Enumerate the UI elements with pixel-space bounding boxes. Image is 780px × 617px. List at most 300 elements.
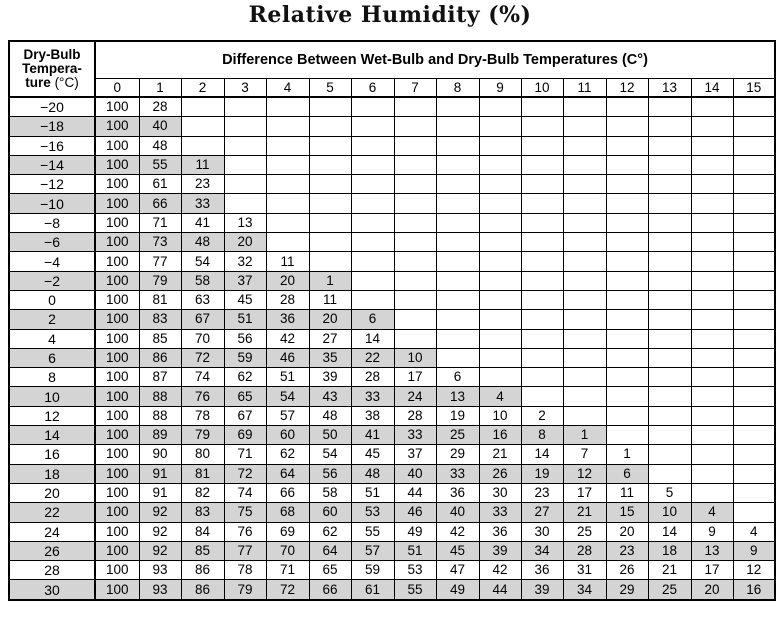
table-row <box>9 426 775 445</box>
table-row <box>9 97 775 117</box>
empty-cell <box>479 213 521 232</box>
humidity-cell: 28 <box>394 406 436 425</box>
humidity-cell: 36 <box>266 310 309 329</box>
humidity-cell: 30 <box>521 522 563 541</box>
humidity-cell: 92 <box>139 522 181 541</box>
humidity-cell: 2 <box>521 406 563 425</box>
humidity-cell: 25 <box>436 426 479 445</box>
humidity-cell: 72 <box>224 464 266 483</box>
empty-cell <box>691 97 733 117</box>
empty-cell <box>648 213 691 232</box>
humidity-cell: 18 <box>648 541 691 560</box>
humidity-cell: 41 <box>351 426 394 445</box>
humidity-cell: 58 <box>309 483 351 502</box>
humidity-cell: 93 <box>139 580 181 600</box>
row-header-label <box>9 41 95 97</box>
humidity-cell: 27 <box>521 503 563 522</box>
humidity-cell: 42 <box>479 561 521 580</box>
humidity-cell: 93 <box>139 561 181 580</box>
empty-cell <box>691 290 733 309</box>
humidity-cell: 15 <box>606 503 648 522</box>
empty-cell <box>309 213 351 232</box>
empty-cell <box>394 97 436 117</box>
empty-cell <box>691 233 733 252</box>
column-header-0: 0 <box>95 79 139 98</box>
empty-cell <box>563 348 606 367</box>
humidity-cell: 64 <box>309 541 351 560</box>
empty-cell <box>521 97 563 117</box>
humidity-cell: 54 <box>181 252 224 271</box>
empty-cell <box>563 97 606 117</box>
table-row <box>9 445 775 464</box>
humidity-cell: 45 <box>436 541 479 560</box>
humidity-cell: 56 <box>309 464 351 483</box>
empty-cell <box>436 271 479 290</box>
humidity-cell: 100 <box>95 117 139 136</box>
empty-cell <box>648 194 691 213</box>
empty-cell <box>648 329 691 348</box>
row-temperature-label: 30 <box>9 580 95 600</box>
humidity-cell: 51 <box>394 541 436 560</box>
column-header-1: 1 <box>139 79 181 98</box>
empty-cell <box>733 464 775 483</box>
empty-cell <box>521 271 563 290</box>
empty-cell <box>733 252 775 271</box>
humidity-cell: 25 <box>563 522 606 541</box>
empty-cell <box>606 194 648 213</box>
empty-cell <box>479 271 521 290</box>
empty-cell <box>394 213 436 232</box>
humidity-cell: 100 <box>95 387 139 406</box>
empty-cell <box>521 252 563 271</box>
humidity-cell: 36 <box>436 483 479 502</box>
empty-cell <box>691 445 733 464</box>
empty-cell <box>181 117 224 136</box>
table-row <box>9 348 775 367</box>
empty-cell <box>479 194 521 213</box>
humidity-cell: 39 <box>309 368 351 387</box>
column-header-15: 15 <box>733 79 775 98</box>
empty-cell <box>436 329 479 348</box>
table-row <box>9 464 775 483</box>
humidity-cell: 55 <box>139 155 181 174</box>
table-row <box>9 117 775 136</box>
humidity-cell: 70 <box>181 329 224 348</box>
column-header-5: 5 <box>309 79 351 98</box>
empty-cell <box>563 233 606 252</box>
row-header-line1: Dry-Bulb <box>23 47 81 62</box>
empty-cell <box>394 136 436 155</box>
empty-cell <box>563 290 606 309</box>
empty-cell <box>691 426 733 445</box>
empty-cell <box>648 117 691 136</box>
row-temperature-label: −18 <box>9 117 95 136</box>
row-temperature-label: −8 <box>9 213 95 232</box>
humidity-cell: 48 <box>309 406 351 425</box>
humidity-cell: 53 <box>351 503 394 522</box>
empty-cell <box>394 117 436 136</box>
empty-cell <box>309 97 351 117</box>
humidity-cell: 57 <box>351 541 394 560</box>
empty-cell <box>479 252 521 271</box>
empty-cell <box>606 252 648 271</box>
empty-cell <box>436 175 479 194</box>
empty-cell <box>351 213 394 232</box>
row-temperature-label: 24 <box>9 522 95 541</box>
column-header-11: 11 <box>563 79 606 98</box>
humidity-cell: 48 <box>139 136 181 155</box>
humidity-cell: 40 <box>139 117 181 136</box>
empty-cell <box>733 97 775 117</box>
humidity-cell: 55 <box>351 522 394 541</box>
empty-cell <box>648 233 691 252</box>
empty-cell <box>733 387 775 406</box>
empty-cell <box>521 368 563 387</box>
humidity-cell: 33 <box>394 426 436 445</box>
empty-cell <box>351 252 394 271</box>
humidity-cell: 1 <box>563 426 606 445</box>
humidity-cell: 100 <box>95 580 139 600</box>
humidity-cell: 71 <box>139 213 181 232</box>
humidity-cell: 100 <box>95 522 139 541</box>
empty-cell <box>563 252 606 271</box>
empty-cell <box>733 117 775 136</box>
empty-cell <box>394 310 436 329</box>
humidity-cell: 76 <box>224 522 266 541</box>
empty-cell <box>691 387 733 406</box>
humidity-cell: 24 <box>394 387 436 406</box>
empty-cell <box>733 155 775 174</box>
empty-cell <box>394 252 436 271</box>
empty-cell <box>606 271 648 290</box>
humidity-cell: 57 <box>266 406 309 425</box>
empty-cell <box>479 348 521 367</box>
empty-cell <box>606 348 648 367</box>
humidity-cell: 10 <box>648 503 691 522</box>
humidity-cell: 20 <box>309 310 351 329</box>
empty-cell <box>266 213 309 232</box>
humidity-cell: 26 <box>479 464 521 483</box>
page-title: Relative Humidity (%) <box>248 2 532 28</box>
empty-cell <box>691 348 733 367</box>
humidity-cell: 27 <box>309 329 351 348</box>
humidity-cell: 82 <box>181 483 224 502</box>
humidity-cell: 69 <box>224 426 266 445</box>
humidity-cell: 100 <box>95 194 139 213</box>
empty-cell <box>479 368 521 387</box>
empty-cell <box>606 406 648 425</box>
empty-cell <box>479 329 521 348</box>
empty-cell <box>691 464 733 483</box>
humidity-cell: 85 <box>139 329 181 348</box>
empty-cell <box>394 271 436 290</box>
empty-cell <box>436 233 479 252</box>
empty-cell <box>648 155 691 174</box>
empty-cell <box>648 175 691 194</box>
humidity-cell: 44 <box>479 580 521 600</box>
humidity-cell: 92 <box>139 541 181 560</box>
humidity-cell: 54 <box>309 445 351 464</box>
empty-cell <box>521 348 563 367</box>
humidity-cell: 45 <box>351 445 394 464</box>
humidity-cell: 86 <box>181 580 224 600</box>
humidity-cell: 14 <box>648 522 691 541</box>
humidity-cell: 11 <box>181 155 224 174</box>
empty-cell <box>309 117 351 136</box>
empty-cell <box>224 155 266 174</box>
empty-cell <box>394 175 436 194</box>
empty-cell <box>691 368 733 387</box>
humidity-cell: 28 <box>563 541 606 560</box>
humidity-cell: 16 <box>479 426 521 445</box>
table-body <box>9 97 775 600</box>
humidity-cell: 51 <box>266 368 309 387</box>
humidity-cell: 31 <box>563 561 606 580</box>
column-group-header: Difference Between Wet-Bulb and Dry-Bulb Temperatures (C°) <box>95 41 775 79</box>
humidity-cell: 100 <box>95 464 139 483</box>
humidity-cell: 28 <box>139 97 181 117</box>
humidity-cell: 59 <box>224 348 266 367</box>
humidity-cell: 86 <box>139 348 181 367</box>
humidity-cell: 73 <box>139 233 181 252</box>
humidity-cell: 71 <box>224 445 266 464</box>
humidity-cell: 22 <box>351 348 394 367</box>
humidity-cell: 14 <box>351 329 394 348</box>
humidity-cell: 100 <box>95 503 139 522</box>
table-row <box>9 233 775 252</box>
humidity-cell: 28 <box>266 290 309 309</box>
humidity-cell: 34 <box>563 580 606 600</box>
empty-cell <box>224 97 266 117</box>
empty-cell <box>648 426 691 445</box>
humidity-cell: 60 <box>266 426 309 445</box>
column-header-10: 10 <box>521 79 563 98</box>
column-header-6: 6 <box>351 79 394 98</box>
humidity-cell: 14 <box>521 445 563 464</box>
empty-cell <box>691 117 733 136</box>
humidity-cell: 71 <box>266 561 309 580</box>
empty-cell <box>606 213 648 232</box>
row-header-line2: Tempera- <box>22 61 82 76</box>
empty-cell <box>648 271 691 290</box>
humidity-cell: 100 <box>95 561 139 580</box>
humidity-cell: 9 <box>691 522 733 541</box>
empty-cell <box>436 290 479 309</box>
humidity-cell: 20 <box>266 271 309 290</box>
empty-cell <box>521 329 563 348</box>
table-row <box>9 194 775 213</box>
empty-cell <box>648 97 691 117</box>
empty-cell <box>351 194 394 213</box>
table-row <box>9 155 775 174</box>
row-temperature-label: 14 <box>9 426 95 445</box>
humidity-cell: 26 <box>606 561 648 580</box>
humidity-cell: 54 <box>266 387 309 406</box>
table-row <box>9 368 775 387</box>
humidity-cell: 1 <box>606 445 648 464</box>
empty-cell <box>394 155 436 174</box>
empty-cell <box>648 368 691 387</box>
humidity-cell: 44 <box>394 483 436 502</box>
empty-cell <box>436 213 479 232</box>
humidity-cell: 30 <box>479 483 521 502</box>
column-header-7: 7 <box>394 79 436 98</box>
table-row <box>9 503 775 522</box>
table-row <box>9 329 775 348</box>
humidity-cell: 100 <box>95 271 139 290</box>
humidity-cell: 39 <box>521 580 563 600</box>
humidity-cell: 100 <box>95 213 139 232</box>
row-temperature-label: −10 <box>9 194 95 213</box>
humidity-cell: 39 <box>479 541 521 560</box>
column-header-14: 14 <box>691 79 733 98</box>
humidity-cell: 17 <box>691 561 733 580</box>
row-temperature-label: 18 <box>9 464 95 483</box>
empty-cell <box>733 271 775 290</box>
humidity-cell: 10 <box>394 348 436 367</box>
humidity-cell: 11 <box>266 252 309 271</box>
humidity-cell: 17 <box>563 483 606 502</box>
humidity-cell: 33 <box>479 503 521 522</box>
humidity-cell: 16 <box>733 580 775 600</box>
humidity-cell: 47 <box>436 561 479 580</box>
humidity-cell: 74 <box>224 483 266 502</box>
empty-cell <box>309 136 351 155</box>
empty-cell <box>436 310 479 329</box>
empty-cell <box>394 290 436 309</box>
empty-cell <box>181 136 224 155</box>
empty-cell <box>606 233 648 252</box>
humidity-cell: 89 <box>139 426 181 445</box>
empty-cell <box>351 271 394 290</box>
humidity-cell: 45 <box>224 290 266 309</box>
relative-humidity-table <box>8 40 776 601</box>
empty-cell <box>266 175 309 194</box>
humidity-cell: 72 <box>181 348 224 367</box>
humidity-cell: 36 <box>521 561 563 580</box>
humidity-cell: 4 <box>733 522 775 541</box>
empty-cell <box>648 290 691 309</box>
empty-cell <box>733 194 775 213</box>
humidity-cell: 20 <box>606 522 648 541</box>
empty-cell <box>648 406 691 425</box>
empty-cell <box>648 464 691 483</box>
row-temperature-label: −16 <box>9 136 95 155</box>
humidity-cell: 100 <box>95 233 139 252</box>
humidity-cell: 100 <box>95 310 139 329</box>
humidity-cell: 19 <box>521 464 563 483</box>
row-temperature-label: 0 <box>9 290 95 309</box>
empty-cell <box>733 445 775 464</box>
empty-cell <box>224 117 266 136</box>
humidity-cell: 17 <box>394 368 436 387</box>
humidity-cell: 100 <box>95 406 139 425</box>
humidity-cell: 6 <box>436 368 479 387</box>
empty-cell <box>606 329 648 348</box>
empty-cell <box>351 290 394 309</box>
empty-cell <box>606 426 648 445</box>
humidity-cell: 86 <box>181 561 224 580</box>
humidity-cell: 40 <box>436 503 479 522</box>
humidity-cell: 34 <box>521 541 563 560</box>
humidity-cell: 66 <box>139 194 181 213</box>
humidity-cell: 37 <box>224 271 266 290</box>
empty-cell <box>606 387 648 406</box>
humidity-cell: 12 <box>563 464 606 483</box>
humidity-cell: 61 <box>139 175 181 194</box>
humidity-cell: 100 <box>95 290 139 309</box>
empty-cell <box>648 136 691 155</box>
humidity-cell: 100 <box>95 136 139 155</box>
humidity-cell: 76 <box>181 387 224 406</box>
humidity-cell: 66 <box>266 483 309 502</box>
empty-cell <box>733 310 775 329</box>
humidity-cell: 6 <box>606 464 648 483</box>
empty-cell <box>479 175 521 194</box>
empty-cell <box>224 194 266 213</box>
empty-cell <box>733 175 775 194</box>
humidity-cell: 11 <box>606 483 648 502</box>
empty-cell <box>181 97 224 117</box>
humidity-cell: 80 <box>181 445 224 464</box>
empty-cell <box>648 252 691 271</box>
humidity-cell: 23 <box>606 541 648 560</box>
humidity-cell: 66 <box>309 580 351 600</box>
humidity-cell: 1 <box>309 271 351 290</box>
humidity-cell: 67 <box>224 406 266 425</box>
humidity-cell: 59 <box>351 561 394 580</box>
empty-cell <box>563 406 606 425</box>
empty-cell <box>479 290 521 309</box>
humidity-cell: 77 <box>139 252 181 271</box>
empty-cell <box>436 155 479 174</box>
humidity-cell: 35 <box>309 348 351 367</box>
empty-cell <box>521 194 563 213</box>
empty-cell <box>266 155 309 174</box>
humidity-cell: 74 <box>181 368 224 387</box>
empty-cell <box>563 117 606 136</box>
empty-cell <box>691 329 733 348</box>
empty-cell <box>733 233 775 252</box>
table-row <box>9 252 775 271</box>
humidity-cell: 62 <box>266 445 309 464</box>
humidity-cell: 63 <box>181 290 224 309</box>
empty-cell <box>733 213 775 232</box>
empty-cell <box>266 233 309 252</box>
humidity-cell: 100 <box>95 368 139 387</box>
humidity-cell: 46 <box>394 503 436 522</box>
humidity-cell: 77 <box>224 541 266 560</box>
empty-cell <box>351 97 394 117</box>
empty-cell <box>733 348 775 367</box>
humidity-cell: 25 <box>648 580 691 600</box>
table-row <box>9 136 775 155</box>
empty-cell <box>691 136 733 155</box>
empty-cell <box>309 233 351 252</box>
empty-cell <box>733 329 775 348</box>
humidity-cell: 55 <box>394 580 436 600</box>
humidity-cell: 20 <box>691 580 733 600</box>
empty-cell <box>691 175 733 194</box>
humidity-cell: 67 <box>181 310 224 329</box>
empty-cell <box>351 233 394 252</box>
humidity-cell: 70 <box>266 541 309 560</box>
empty-cell <box>266 136 309 155</box>
humidity-cell: 64 <box>266 464 309 483</box>
empty-cell <box>479 117 521 136</box>
empty-cell <box>351 155 394 174</box>
empty-cell <box>691 310 733 329</box>
